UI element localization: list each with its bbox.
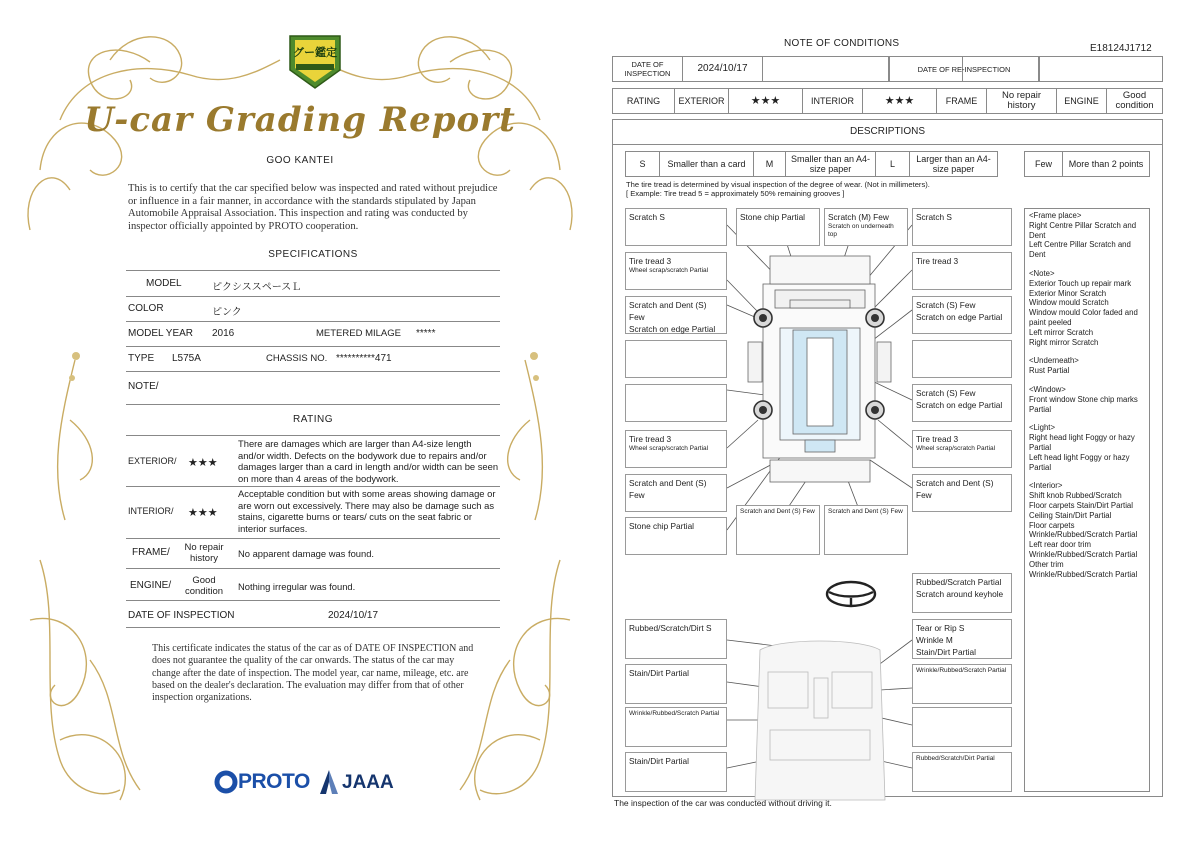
certify-text: This is to certify that the car specified below was inspected and rated without prejudice or influence in a fair manner, in accordance with the standards stipulated by Japan Automobile Appraisal Association. This inspection and rating was conducted by inspector officially appointed by PROTO cooperation. — [128, 183, 498, 232]
note-box — [912, 573, 1012, 613]
note-text: Wrinkle/Rubbed/Scratch Partial — [916, 667, 1007, 674]
exterior-description: There are damages which are larger than A4-size length and/or width. Defects on the bodywork due to repairs and/or damages larger than a card in length and/or width can be seen on more than 4 areas of the bodywork. — [238, 438, 499, 484]
note-text: Rubbed/Scratch Partial — [916, 577, 1002, 587]
condition-sheet — [600, 0, 1200, 848]
list-item: Other trim Wrinkle/Rubbed/Scratch Partial — [1029, 559, 1138, 579]
note-box — [625, 340, 727, 378]
divider — [126, 371, 500, 372]
engine-value: Good condition — [184, 575, 224, 597]
legend-l-desc: Larger than an A4-size paper — [916, 154, 991, 174]
model-year-label: MODEL YEAR — [128, 328, 194, 339]
note-text: Scratch (S) Few — [916, 300, 976, 310]
mileage-label: METERED MILAGE — [316, 328, 401, 339]
note-text: Wheel scrap/scratch Partial — [629, 445, 709, 452]
list-item: Window mould Color faded and paint peeled — [1029, 308, 1138, 327]
list-heading: <Note> — [1029, 268, 1055, 278]
list-item: Left head light Foggy or hazy Partial — [1029, 452, 1130, 472]
note-box — [912, 474, 1012, 512]
note-box — [625, 619, 727, 659]
divider — [126, 296, 500, 297]
chassis-value: **********471 — [336, 353, 392, 364]
model-label: MODEL — [146, 278, 182, 289]
note-text: Scratch (S) Few — [916, 388, 976, 398]
note-box — [912, 664, 1012, 704]
interior-stars: ★★★ — [188, 507, 218, 519]
tire-note-1: The tire tread is determined by visual inspection of the degree of wear. (Not in millimeters). — [626, 180, 930, 189]
list-item: Shift knob Rubbed/Scratch — [1029, 491, 1122, 501]
exterior-stars: ★★★ — [729, 89, 803, 113]
proto-logo-text: PROTO — [238, 770, 310, 793]
note-box — [824, 208, 908, 246]
chassis-label: CHASSIS NO. — [266, 353, 328, 364]
note-row — [126, 381, 500, 399]
type-value: L575A — [172, 353, 201, 364]
note-box — [625, 752, 727, 792]
note-text: Scratch and Dent (S) Few — [629, 300, 707, 322]
note-text: Stain/Dirt Partial — [629, 756, 689, 766]
inspection-date-label: DATE OF INSPECTION — [128, 610, 235, 621]
note-text: Tire tread 3 — [916, 256, 959, 266]
interior-label: INTERIOR/ — [128, 506, 174, 516]
list-item: Left rear door trim Wrinkle/Rubbed/Scratch Partial — [1029, 540, 1138, 559]
note-text: Scratch (M) Few — [828, 212, 889, 222]
interior-stars: ★★★ — [863, 89, 937, 113]
inspection-date-row — [126, 610, 500, 628]
list-heading: <Interior> — [1029, 481, 1063, 491]
note-text: Scratch and Dent (S) Few — [916, 478, 994, 500]
color-label: COLOR — [128, 303, 164, 314]
divider — [126, 404, 500, 405]
color-row — [126, 303, 500, 321]
note-text: Scratch on edge Partial — [629, 324, 716, 334]
reinspection-label: DATE OF RE-INSPECTION — [889, 57, 1039, 81]
model-value: ピクシススペースＬ — [212, 282, 302, 293]
list-item: Exterior Minor Scratch — [1029, 288, 1107, 298]
note-text: Scratch and Dent (S) Few — [629, 478, 707, 500]
list-heading: <Light> — [1029, 423, 1056, 433]
rating-heading: RATING — [292, 414, 334, 425]
note-text: Scratch on edge Partial — [916, 400, 1003, 410]
color-value: ピンク — [212, 307, 242, 318]
note-text: Rubbed/Scratch/Dirt Partial — [916, 755, 995, 762]
jaaa-logo-icon — [318, 768, 340, 796]
legend-l: L — [876, 152, 910, 176]
list-item: Right Centre Pillar Scratch and Dent — [1029, 220, 1137, 240]
exterior-label: EXTERIOR — [675, 89, 729, 113]
model-year-value: 2016 — [212, 328, 235, 339]
note-text: Scratch on underneath top — [828, 223, 894, 238]
note-box — [912, 707, 1012, 747]
model-year-row — [126, 328, 500, 346]
badge-text: グー鑑定 — [293, 47, 337, 59]
frame-label: FRAME — [937, 89, 987, 113]
list-item: Window mould Scratch — [1029, 298, 1109, 308]
note-text: Tire tread 3 — [916, 434, 959, 444]
footnote: The inspection of the car was conducted without driving it. — [614, 798, 832, 808]
descriptions-heading: DESCRIPTIONS — [612, 119, 1163, 145]
list-item: Right mirror Scratch — [1029, 337, 1099, 347]
list-item: Ceiling Stain/Dirt Partial — [1029, 510, 1112, 520]
note-label: NOTE/ — [128, 381, 159, 392]
list-heading: <Frame place> — [1029, 211, 1082, 220]
frame-value: No repair history — [184, 542, 224, 564]
rating-label: RATING — [613, 89, 675, 113]
note-text: Scratch S — [916, 212, 952, 222]
note-box — [625, 208, 727, 246]
list-item: Exterior Touch up repair mark — [1029, 278, 1132, 288]
exterior-rating-row — [126, 438, 500, 486]
interior-rating-row — [126, 488, 500, 536]
note-box — [912, 619, 1012, 659]
legend-m: M — [754, 152, 786, 176]
note-text: Stone chip Partial — [740, 212, 806, 222]
date-value: 2024/10/17 — [683, 57, 763, 81]
note-box — [736, 505, 820, 555]
engine-value: Good condition — [1115, 90, 1154, 111]
list-item: Left mirror Scratch — [1029, 327, 1094, 337]
engine-rating-row — [126, 573, 500, 601]
frame-rating-row — [126, 540, 500, 568]
specifications-heading: SPECIFICATIONS — [268, 249, 358, 260]
legend-few: Few — [1025, 152, 1063, 176]
engine-label: ENGINE/ — [130, 580, 172, 591]
note-text: Wheel scrap/scratch Partial — [916, 445, 996, 452]
note-text: Scratch around keyhole — [916, 589, 1004, 599]
tire-note-2: [ Example: Tire tread 5 = approximately 50% remaining grooves ] — [626, 189, 845, 198]
issuer-name: GOO KANTEI — [266, 155, 334, 166]
engine-label: ENGINE — [1057, 89, 1107, 113]
exterior-label: EXTERIOR/ — [128, 456, 177, 466]
divider — [126, 435, 500, 436]
divider — [126, 600, 500, 601]
note-text: Stain/Dirt Partial — [916, 647, 976, 657]
note-box — [912, 340, 1012, 378]
interior-label: INTERIOR — [803, 89, 863, 113]
proto-logo-icon — [214, 770, 238, 794]
note-text: Wrinkle/Rubbed/Scratch Partial — [629, 710, 720, 717]
note-text: Rubbed/Scratch/Dirt S — [629, 623, 712, 633]
note-text: Wheel scrap/scratch Partial — [629, 267, 709, 274]
note-box — [625, 664, 727, 704]
divider — [126, 321, 500, 322]
note-text: Scratch and Dent (S) Few — [740, 508, 815, 515]
note-text: Tear or Rip S — [916, 623, 965, 633]
note-box — [912, 752, 1012, 792]
list-item: Rust Partial — [1029, 366, 1070, 376]
list-item: Floor carpets Wrinkle/Rubbed/Scratch Partial — [1029, 520, 1138, 540]
type-row — [126, 353, 500, 371]
sheet-title: NOTE OF CONDITIONS — [784, 38, 900, 49]
mileage-value: ***** — [416, 328, 436, 339]
interior-description: Acceptable condition but with some areas showing damage or are worn out excessively. There may also be damage such as stains, cigarette burns or tears/ cuts on the seat fabric or interior surfaces. — [238, 488, 496, 534]
divider — [126, 627, 500, 628]
jaaa-logo-text: JAAA — [342, 772, 394, 793]
engine-description: Nothing irregular was found. — [238, 581, 356, 592]
document-id: E18124J1712 — [1090, 43, 1152, 54]
divider — [126, 270, 500, 271]
frame-label: FRAME/ — [132, 547, 170, 558]
goo-kantei-badge-icon — [286, 30, 344, 92]
list-item: Left Centre Pillar Scratch and Dent — [1029, 240, 1131, 260]
note-box — [625, 517, 727, 555]
steering-wheel-icon — [827, 582, 875, 606]
note-box — [912, 430, 1012, 468]
frame-description: No apparent damage was found. — [238, 548, 375, 559]
note-box — [625, 430, 727, 468]
note-box — [912, 208, 1012, 246]
legend-m-desc: Smaller than an A4-size paper — [786, 152, 876, 176]
divider — [126, 568, 500, 569]
note-box — [912, 296, 1012, 334]
note-text: Scratch and Dent (S) Few — [828, 508, 903, 515]
note-text: Wrinkle M — [916, 635, 953, 645]
list-item: Floor carpets Stain/Dirt Partial — [1029, 500, 1133, 510]
condition-list — [1024, 208, 1150, 792]
list-item: Front window Stone chip marks Partial — [1029, 394, 1138, 414]
divider — [126, 346, 500, 347]
note-box — [912, 252, 1012, 290]
note-box — [912, 384, 1012, 422]
legend-s: S — [626, 152, 660, 176]
type-label: TYPE — [128, 353, 155, 364]
note-box — [625, 252, 727, 290]
note-text: Scratch on edge Partial — [916, 312, 1003, 322]
report-title: U-car Grading Report — [84, 100, 516, 140]
note-box — [736, 208, 820, 246]
note-text: Stain/Dirt Partial — [629, 668, 689, 678]
inspection-date-value: 2024/10/17 — [328, 610, 379, 621]
divider — [126, 538, 500, 539]
legend-few-desc: More than 2 points — [1068, 159, 1144, 169]
certificate-footer-text: This certificate indicates the status of the car as of DATE OF INSPECTION and does not guarantee the quality of the car onwards. The status of the car may change after the date of inspection. The model year, car name, mileage, etc. are based on the dealer's declaration. The evaluation may differ from that of other inspection organizations. — [152, 643, 474, 704]
note-box — [625, 384, 727, 422]
divider — [126, 486, 500, 487]
exterior-stars: ★★★ — [188, 457, 218, 469]
list-heading: <Underneath> — [1029, 356, 1079, 366]
legend-s-desc: Smaller than a card — [660, 152, 754, 176]
note-box — [625, 474, 727, 512]
note-text: Tire tread 3 — [629, 256, 672, 266]
date-label: DATE OF INSPECTION — [613, 57, 683, 81]
list-heading: <Window> — [1029, 384, 1066, 394]
note-text: Tire tread 3 — [629, 434, 672, 444]
model-row — [126, 278, 500, 296]
note-box — [625, 296, 727, 334]
frame-value: No repair history — [987, 89, 1057, 113]
note-box — [824, 505, 908, 555]
note-text: Stone chip Partial — [629, 521, 695, 531]
note-box — [625, 707, 727, 747]
note-text: Scratch S — [629, 212, 665, 222]
list-item: Right head light Foggy or hazy Partial — [1029, 433, 1135, 452]
